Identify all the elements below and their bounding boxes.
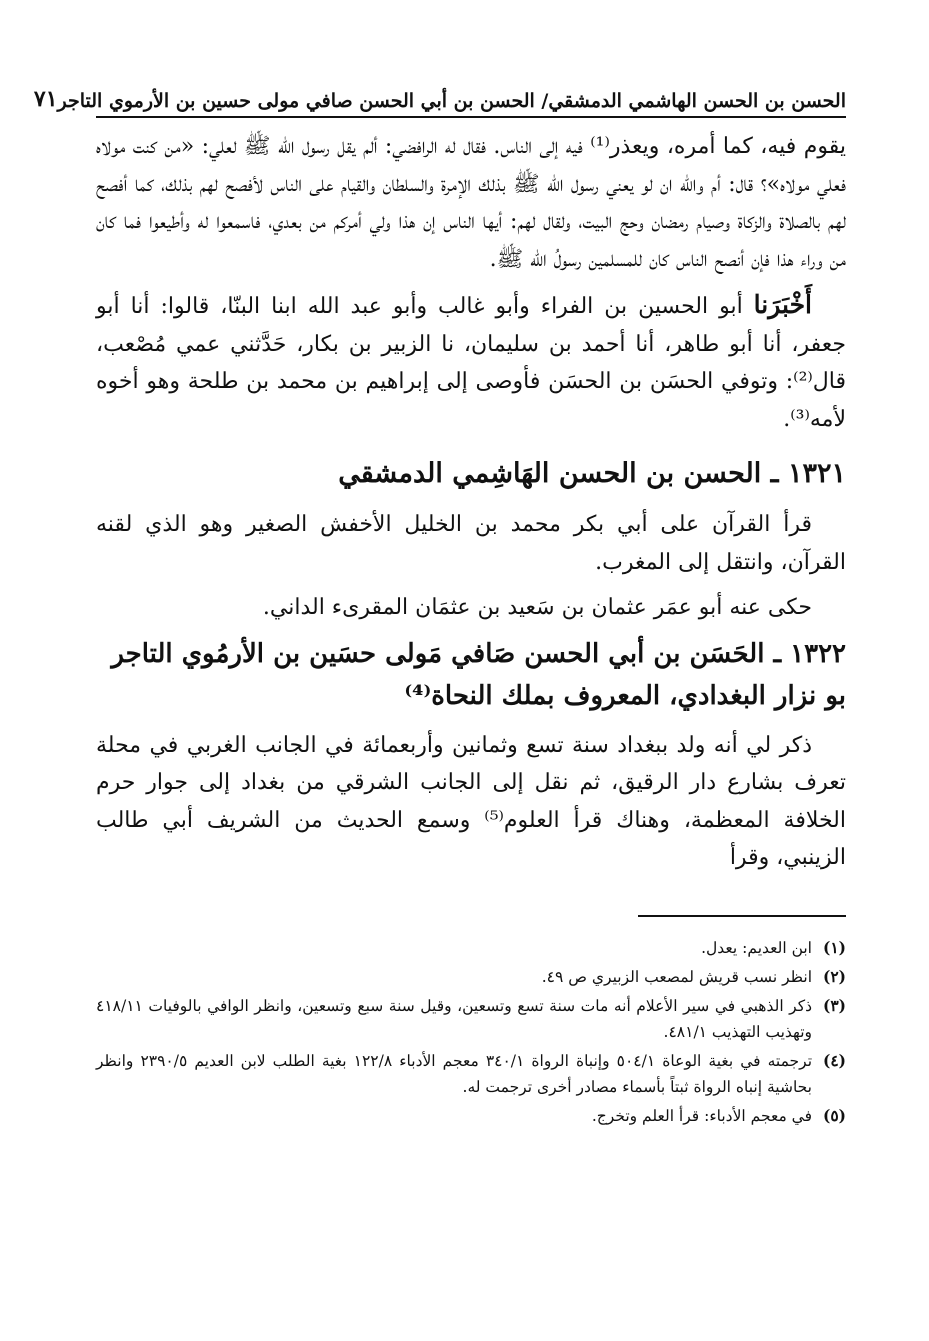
footnote-number: (٢)	[822, 966, 846, 986]
footnote-number: (١)	[822, 937, 846, 957]
footnote-2	[96, 964, 846, 990]
running-header	[33, 72, 846, 118]
page-number: ٧١	[33, 86, 58, 112]
isnad-lead-word: أَخْبَرَنا	[753, 290, 812, 319]
paragraph-1: يقوم فيه، كما أمره، ويعذر⁽¹⁾ فيه إلى الناس. فقال له الرافضي: ألم يقل رسول الله ﷺ لعلي: «من كنت مولاه فعلي مولاه»؟ قال: أم والله ان لو يعني رسول الله ﷺ بذلك الإمرة والسلطان والقيام على الناس لأفصح لهم بذلك، كما أفصح لهم بالصلاة والزكاة وصيام رمضان وحج البيت، ولقال لهم: أيها الناس إن هذا ولي أمركم من بعدي، فاسمعوا له وأطيعوا فما كان من وراء هذا فإن أنصح الناس كان للمسلمين رسولُ الله ﷺ.	[96, 134, 846, 272]
footnote-number: (٤)	[822, 1050, 846, 1070]
footnote-text: في معجم الأدباء: قرأ العلم وتخرج.	[591, 1106, 812, 1125]
book-page	[33, 72, 846, 1302]
entry-1322-paragraph: ذكر لي أنه ولد ببغداد سنة تسع وثمانين وأربعمائة في الجانب الغربي في محلة تعرف بشارع دار الرقيق، ثم نقل إلى الجانب الشرقي من بغداد إلى جوار حرم الخلافة المعظمة، وهناك قرأ العلوم⁽⁵⁾ وسمع الحديث من الشريف أبي طالب الزينبي، وقرأ	[96, 732, 846, 870]
entry-1322-heading-line-1: ١٣٢٢ ـ الحَسَن بن أبي الحسن صَافي مَولى حسَين بن الأرمُوي التاجر	[111, 638, 846, 669]
footnote-separator	[638, 915, 846, 917]
footnote-4	[96, 1048, 846, 1100]
running-title: الحسن بن الحسن الهاشمي الدمشقي/ الحسن بن أبي الحسن صافي مولى حسين بن الأرموي التاجر	[57, 90, 846, 112]
footnote-number: (٥)	[822, 1105, 846, 1125]
entry-1322-heading-line-2: بو نزار البغدادي، المعروف بملك النحاة⁽⁴⁾	[404, 680, 846, 711]
footnote-text: ترجمته في بغية الوعاة ٥٠٤/١ وإنباة الرواة ٣٤٠/١ معجم الأدباء ١٢٢/٨ بغية الطلب لابن العديم ٢٣٩٠/٥ وانظر بحاشية إنباه الرواة ثبتاً بأسماء مصادر أخرى ترجمت له.	[96, 1051, 813, 1096]
main-text	[96, 128, 846, 877]
entry-1321-heading: ١٣٢١ ـ الحسن بن الحسن الهَاشِمي الدمشقي	[338, 458, 846, 489]
paragraph-2-text: أبو الحسين بن الفراء وأبو غالب وأبو عبد الله ابنا البنّا، قالوا: أنا أبو جعفر، أنا أبو طاهر، أنا أحمد بن سليمان، نا الزبير بن بكار، حَدَّثني عمي مُصْعب، قال⁽²⁾: وتوفي الحسَن بن الحسَن فأوصى إلى إبراهيم بن محمد بن طلحة وهو أخوه لأمه⁽³⁾.	[96, 294, 846, 432]
footnote-text: ابن العديم: يعدل.	[701, 938, 812, 957]
entry-1321-paragraph-1: قرأ القرآن على أبي بكر محمد بن الخليل الأخفش الصغير وهو الذي لقنه القرآن، وانتقل إلى المغرب.	[96, 512, 846, 575]
footnote-1	[96, 935, 846, 961]
footnote-text: انظر نسب قريش لمصعب الزبيري ص ٤٩.	[541, 967, 812, 986]
entry-1321-paragraph-2: حكى عنه أبو عمَر عثمان بن سَعيد بن عثمَان المقرىء الداني.	[262, 595, 812, 620]
paragraph-2	[96, 286, 846, 438]
footnote-5	[96, 1103, 846, 1129]
footnote-3	[96, 993, 846, 1045]
footnote-text: ذكر الذهبي في سير الأعلام أنه مات سنة تسع وتسعين، وقيل سنة سبع وتسعين، وانظر الوافي بالوفيات ٤١٨/١١ وتهذيب التهذيب ٤٨١/١.	[96, 996, 812, 1041]
entry-1322-heading	[96, 633, 846, 717]
footnotes	[96, 935, 846, 1129]
footnote-number: (٣)	[822, 995, 846, 1015]
